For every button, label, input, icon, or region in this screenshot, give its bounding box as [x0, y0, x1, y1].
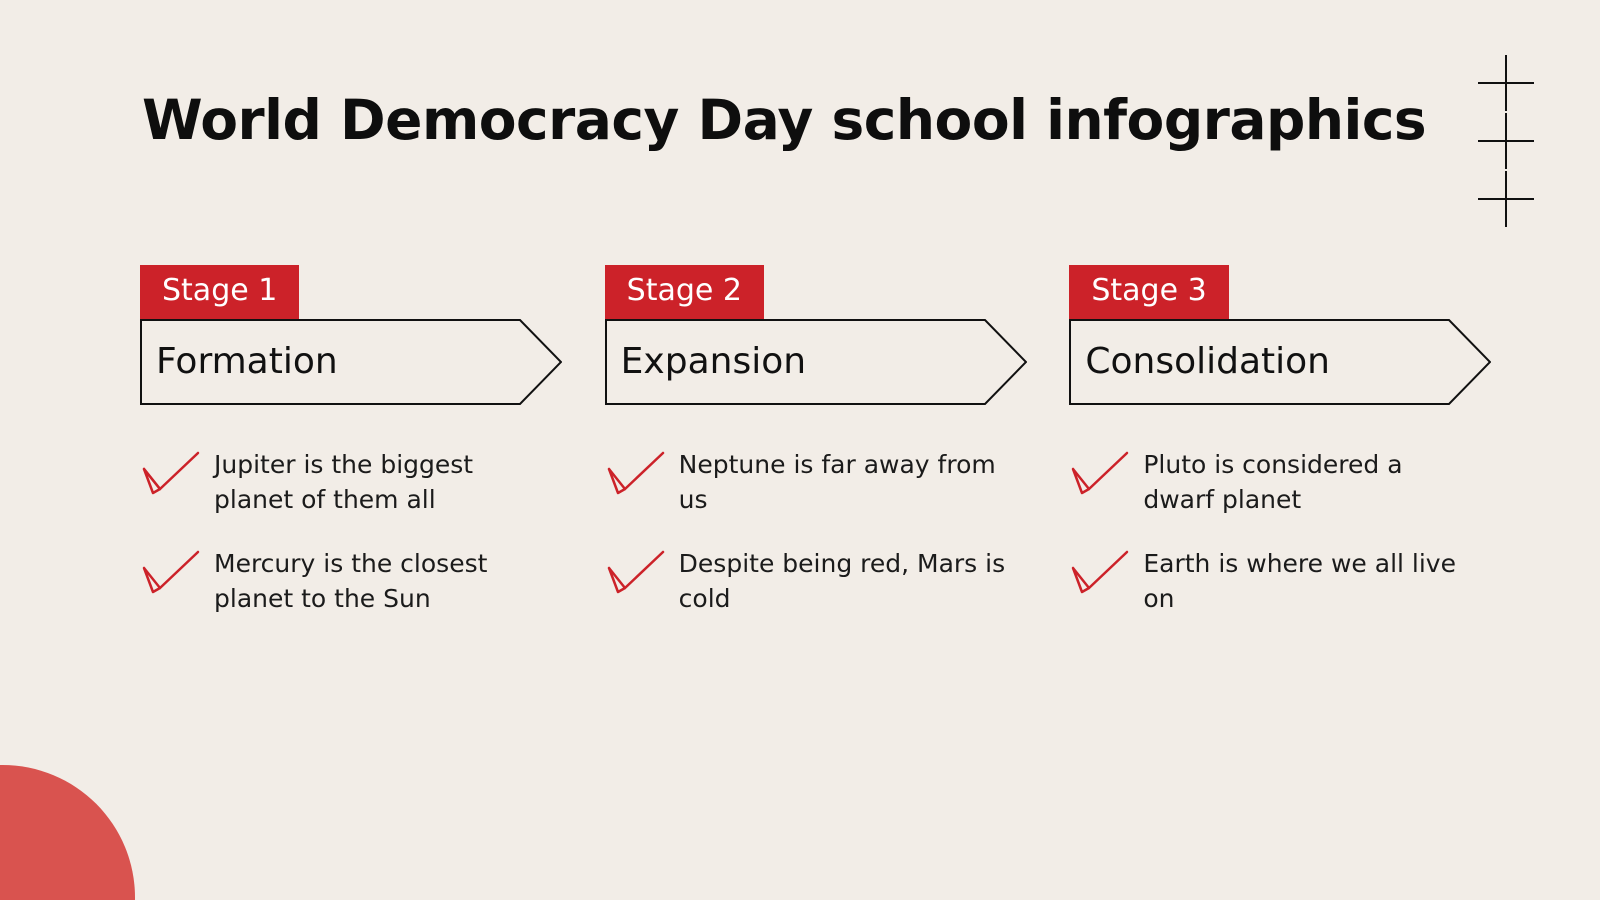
stage-column-3 — [1069, 265, 1470, 645]
list-item-text: Earth is where we all live on — [1143, 548, 1456, 613]
plus-icon — [1478, 171, 1534, 227]
check-icon — [605, 449, 667, 497]
stage-column-2 — [605, 265, 1006, 645]
check-icon — [1069, 548, 1131, 596]
stage-bullets-3 — [1069, 447, 1470, 617]
stage-badge-1: Stage 1 — [140, 265, 299, 319]
check-icon — [140, 548, 202, 596]
list-item — [1069, 546, 1470, 617]
list-item-text: Mercury is the closest planet to the Sun — [214, 548, 488, 613]
page-title: World Democracy Day school infographics — [142, 88, 1427, 152]
plus-decoration-group — [1472, 55, 1542, 230]
stage-badge-3: Stage 3 — [1069, 265, 1228, 319]
stages-container — [140, 265, 1470, 645]
list-item — [1069, 447, 1470, 518]
stage-banner-3 — [1069, 319, 1470, 405]
check-icon — [140, 449, 202, 497]
stage-banner-1 — [140, 319, 541, 405]
list-item — [140, 546, 541, 617]
stage-banner-2 — [605, 319, 1006, 405]
list-item-text: Jupiter is the biggest planet of them all — [214, 449, 474, 514]
check-icon — [605, 548, 667, 596]
check-icon — [1069, 449, 1131, 497]
stage-column-1 — [140, 265, 541, 645]
list-item-text: Despite being red, Mars is cold — [678, 548, 1006, 613]
stage-banner-label-3: Consolidation — [1085, 341, 1330, 382]
stage-bullets-1 — [140, 447, 541, 617]
list-item-text: Neptune is far away from us — [678, 449, 996, 514]
stage-banner-label-2: Expansion — [620, 341, 807, 382]
list-item — [140, 447, 541, 518]
stage-bullets-2 — [605, 447, 1006, 617]
stage-banner-label-1: Formation — [156, 341, 338, 382]
list-item — [605, 447, 1006, 518]
list-item-text: Pluto is considered a dwarf planet — [1143, 449, 1403, 514]
plus-icon — [1478, 55, 1534, 111]
plus-icon — [1478, 113, 1534, 169]
decorative-circle — [0, 765, 135, 900]
list-item — [605, 546, 1006, 617]
stage-badge-2: Stage 2 — [605, 265, 764, 319]
